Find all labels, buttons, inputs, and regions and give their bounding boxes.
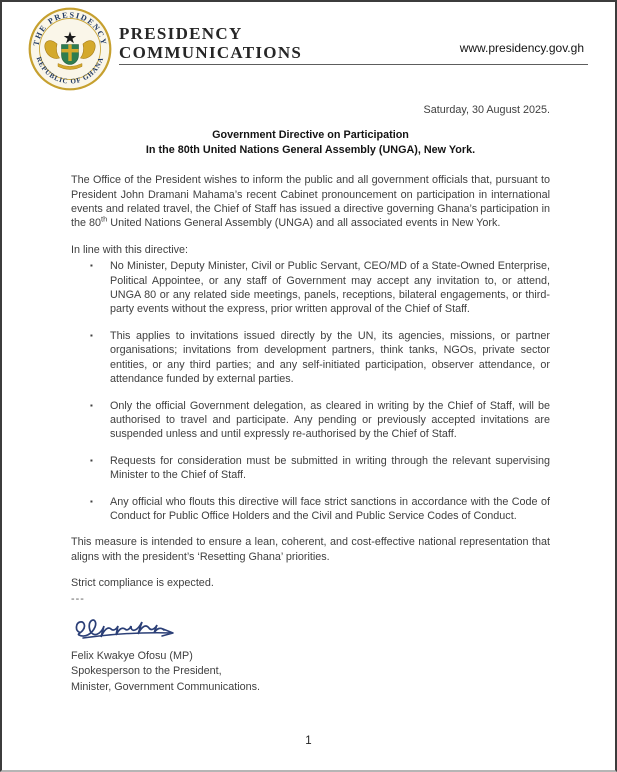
brand-title [119, 24, 302, 62]
signatory-role-2: Minister, Government Communications. [71, 680, 261, 693]
directive-bullet-3 [71, 399, 550, 442]
brand-line2: COMMUNICATIONS [119, 43, 303, 62]
signatory-name: Felix Kwakye Ofosu (MP) [71, 649, 193, 662]
bullet-text-1: No Minister, Deputy Minister, Civil or Public Servant, CEO/MD of a State-Owned Enterprise, Political Appointee, or any staff of Government may accept any invitation to, or attend, UNGA 80 or any related side meetings, panels, receptions, bilateral engagements, or third-party events without the express, prior written approval of the Chief of Staff. [110, 260, 550, 316]
bullet-text-3: Only the official Government delegation, as cleared in writing by the Chief of Staff, will be authorised to travel and participate. Any pending or previously accepted invitations are suspended unless and until expressly re-authorised by the Chief of Staff. [110, 399, 550, 441]
directive-bullet-4 [71, 454, 550, 483]
date-line: Saturday, 30 August 2025. [423, 104, 550, 116]
ghana-presidency-seal [28, 7, 112, 91]
ordinal-superscript: th [101, 214, 108, 224]
document-title [71, 128, 550, 157]
presidency-seal-icon [28, 7, 112, 91]
brand-line1: PRESIDENCY [119, 24, 243, 43]
intro-text-part2: United Nations General Assembly (UNGA) and all associated events in New York. [107, 217, 501, 230]
signature-icon [71, 609, 189, 647]
closing-paragraph: This measure is intended to ensure a lean, coherent, and cost-effective national representation that aligns with the president’s ‘Resetting Ghana’ priorities. [71, 536, 550, 563]
page-number: 1 [305, 735, 312, 747]
directive-lead: In line with this directive: [71, 243, 189, 256]
directive-bullet-5 [71, 495, 550, 524]
header-divider [119, 64, 588, 65]
handwritten-signature [71, 609, 550, 647]
signatory-role-1: Spokesperson to the President, [71, 665, 222, 678]
compliance-line: Strict compliance is expected. [71, 577, 214, 590]
square-bullet-icon: ▪ [90, 400, 93, 410]
bullet-text-4: Requests for consideration must be submitted in writing through the relevant supervising Minister to the Chief of Staff. [110, 454, 550, 482]
directive-bullet-2 [71, 329, 550, 387]
signatory-block [71, 649, 550, 696]
square-bullet-icon: ▪ [90, 330, 93, 340]
website-url: www.presidency.gov.gh [459, 41, 584, 55]
square-bullet-icon: ▪ [90, 455, 93, 465]
square-bullet-icon: ▪ [90, 496, 93, 506]
directive-bullet-1 [71, 259, 550, 317]
square-bullet-icon: ▪ [90, 261, 93, 271]
title-line2: In the 80th United Nations General Assembly (UNGA), New York. [145, 143, 476, 156]
seal-top-text: THE PRESIDENCY [31, 10, 109, 47]
bullet-text-2: This applies to invitations issued directly by the UN, its agencies, missions, or partner organisations; invitations from development partners, think tanks, NGOs, private sector entities, or any third parties; and any self-initiated participation, observer attendance, or attendance funded by external parties. [110, 329, 550, 386]
separator-dashes: --- [71, 592, 85, 605]
intro-paragraph [71, 173, 550, 231]
title-line1: Government Directive on Participation [212, 129, 409, 142]
document-body [71, 103, 550, 695]
seal-bottom-text: REPUBLIC OF GHANA [34, 55, 106, 86]
bullet-text-5: Any official who flouts this directive will face strict sanctions in accordance with the Code of Conduct for Public Office Holders and the Civil and Public Service Codes of Conduct. [110, 495, 550, 522]
intro-text-part1: The Office of the President wishes to inform the public and all government officials that, pursuant to President John Dramani Mahama’s recent Cabinet pronouncement on participation in international events and related travel, the Chief of Staff has issued a directive governing Ghana’s participation in the 80 [71, 174, 550, 230]
